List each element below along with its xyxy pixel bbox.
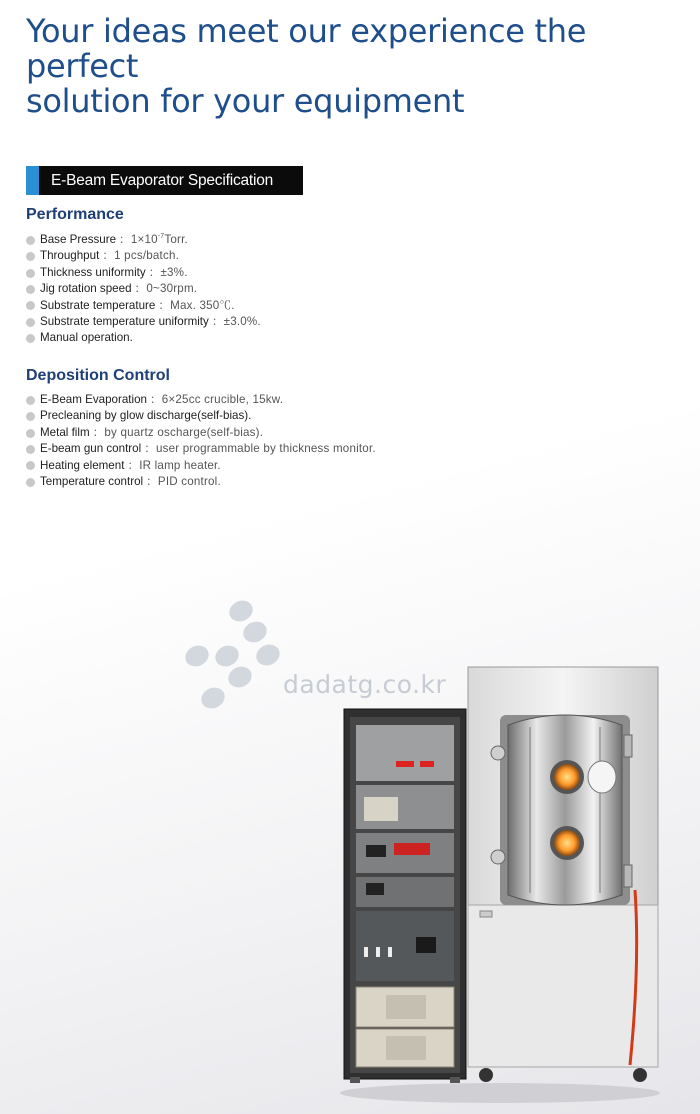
item-label: Base Pressure xyxy=(40,233,117,246)
list-item xyxy=(26,408,376,424)
value-text: Max. 350℃. xyxy=(170,298,235,312)
list-item xyxy=(26,232,261,248)
separator: ： xyxy=(158,298,171,312)
value-suffix: Torr. xyxy=(164,233,188,246)
item-label: Temperature control xyxy=(40,475,144,489)
list-item xyxy=(26,314,261,330)
separator: ： xyxy=(127,458,140,472)
list-item xyxy=(26,458,376,474)
spec-header-accent xyxy=(26,166,39,195)
item-value xyxy=(149,265,188,281)
list-item xyxy=(26,298,261,314)
separator: ： xyxy=(144,442,156,456)
separator: ： xyxy=(119,233,131,246)
item-value xyxy=(135,281,198,297)
value-text: IR lamp heater. xyxy=(139,458,221,472)
list-item xyxy=(26,441,376,457)
item-label: Substrate temperature xyxy=(40,298,156,312)
list-item xyxy=(26,330,261,346)
bullet-icon xyxy=(26,334,35,343)
separator: ： xyxy=(134,282,147,296)
item-label: Heating element xyxy=(40,458,125,472)
bullet-icon xyxy=(26,285,35,294)
performance-list xyxy=(26,232,261,347)
bullet-icon xyxy=(26,478,35,487)
list-item xyxy=(26,474,376,490)
list-item xyxy=(26,248,261,264)
item-value xyxy=(127,458,220,474)
value-text: ±3%. xyxy=(160,265,188,279)
separator: ： xyxy=(102,249,115,263)
list-item xyxy=(26,392,376,408)
separator: ： xyxy=(92,425,105,439)
separator: ： xyxy=(211,315,224,329)
deposition-list xyxy=(26,392,376,490)
value-text: PID control. xyxy=(157,475,221,489)
bullet-icon xyxy=(26,252,35,261)
list-item xyxy=(26,265,261,281)
headline-line-2: solution for your equipment xyxy=(26,82,465,120)
headline-line-1: Your ideas meet our experience the perfect xyxy=(26,12,587,85)
item-label: Throughput xyxy=(40,249,100,263)
spec-header-bar xyxy=(26,166,303,195)
item-value xyxy=(158,298,234,314)
item-value xyxy=(146,474,221,490)
e-beam-evaporator-equipment-image xyxy=(330,665,662,1105)
separator: ： xyxy=(146,475,158,489)
value-prefix: 1×10 xyxy=(130,233,158,246)
item-label: E-Beam Evaporation xyxy=(40,393,147,406)
value-text: 1 pcs/batch. xyxy=(114,249,180,263)
watermark-text: dadatg.co.kr xyxy=(283,670,447,699)
bullet-icon xyxy=(26,301,35,310)
item-label: Manual operation. xyxy=(40,331,133,345)
bullet-icon xyxy=(26,318,35,327)
item-value xyxy=(102,248,179,264)
bullet-icon xyxy=(26,396,35,405)
bullet-icon xyxy=(26,461,35,470)
item-label: Thickness uniformity xyxy=(40,265,146,279)
item-value xyxy=(212,314,261,330)
value-text: 0~30rpm. xyxy=(146,282,198,296)
item-label: Jig rotation speed xyxy=(40,282,132,296)
deposition-title: Deposition Control xyxy=(26,367,170,384)
list-item xyxy=(26,425,376,441)
bullet-icon xyxy=(26,412,35,421)
value-exponent: -7 xyxy=(157,233,165,241)
bullet-icon xyxy=(26,236,35,245)
value-text: by quartz oscharge(self-bias). xyxy=(104,425,264,439)
separator: ： xyxy=(149,393,162,406)
item-value xyxy=(150,392,283,408)
value-text: user programmable by thickness monitor. xyxy=(155,442,376,456)
item-label: E-beam gun control xyxy=(40,442,142,456)
list-item xyxy=(26,281,261,297)
bullet-icon xyxy=(26,269,35,278)
value-text: ±3.0%. xyxy=(223,315,261,329)
item-label: Metal film xyxy=(40,425,90,439)
bullet-icon xyxy=(26,429,35,438)
bullet-icon xyxy=(26,445,35,454)
item-label: Substrate temperature uniformity xyxy=(40,315,209,329)
value-text: 6×25cc crucible, 15kw. xyxy=(161,393,284,406)
spec-header-label: E-Beam Evaporator Specification xyxy=(51,171,274,189)
item-label: Precleaning by glow discharge(self-bias). xyxy=(40,409,252,423)
separator: ： xyxy=(148,265,161,279)
item-value xyxy=(119,232,188,248)
performance-title: Performance xyxy=(26,206,124,223)
item-value xyxy=(144,441,376,457)
item-value xyxy=(93,425,264,441)
headline xyxy=(26,14,700,119)
